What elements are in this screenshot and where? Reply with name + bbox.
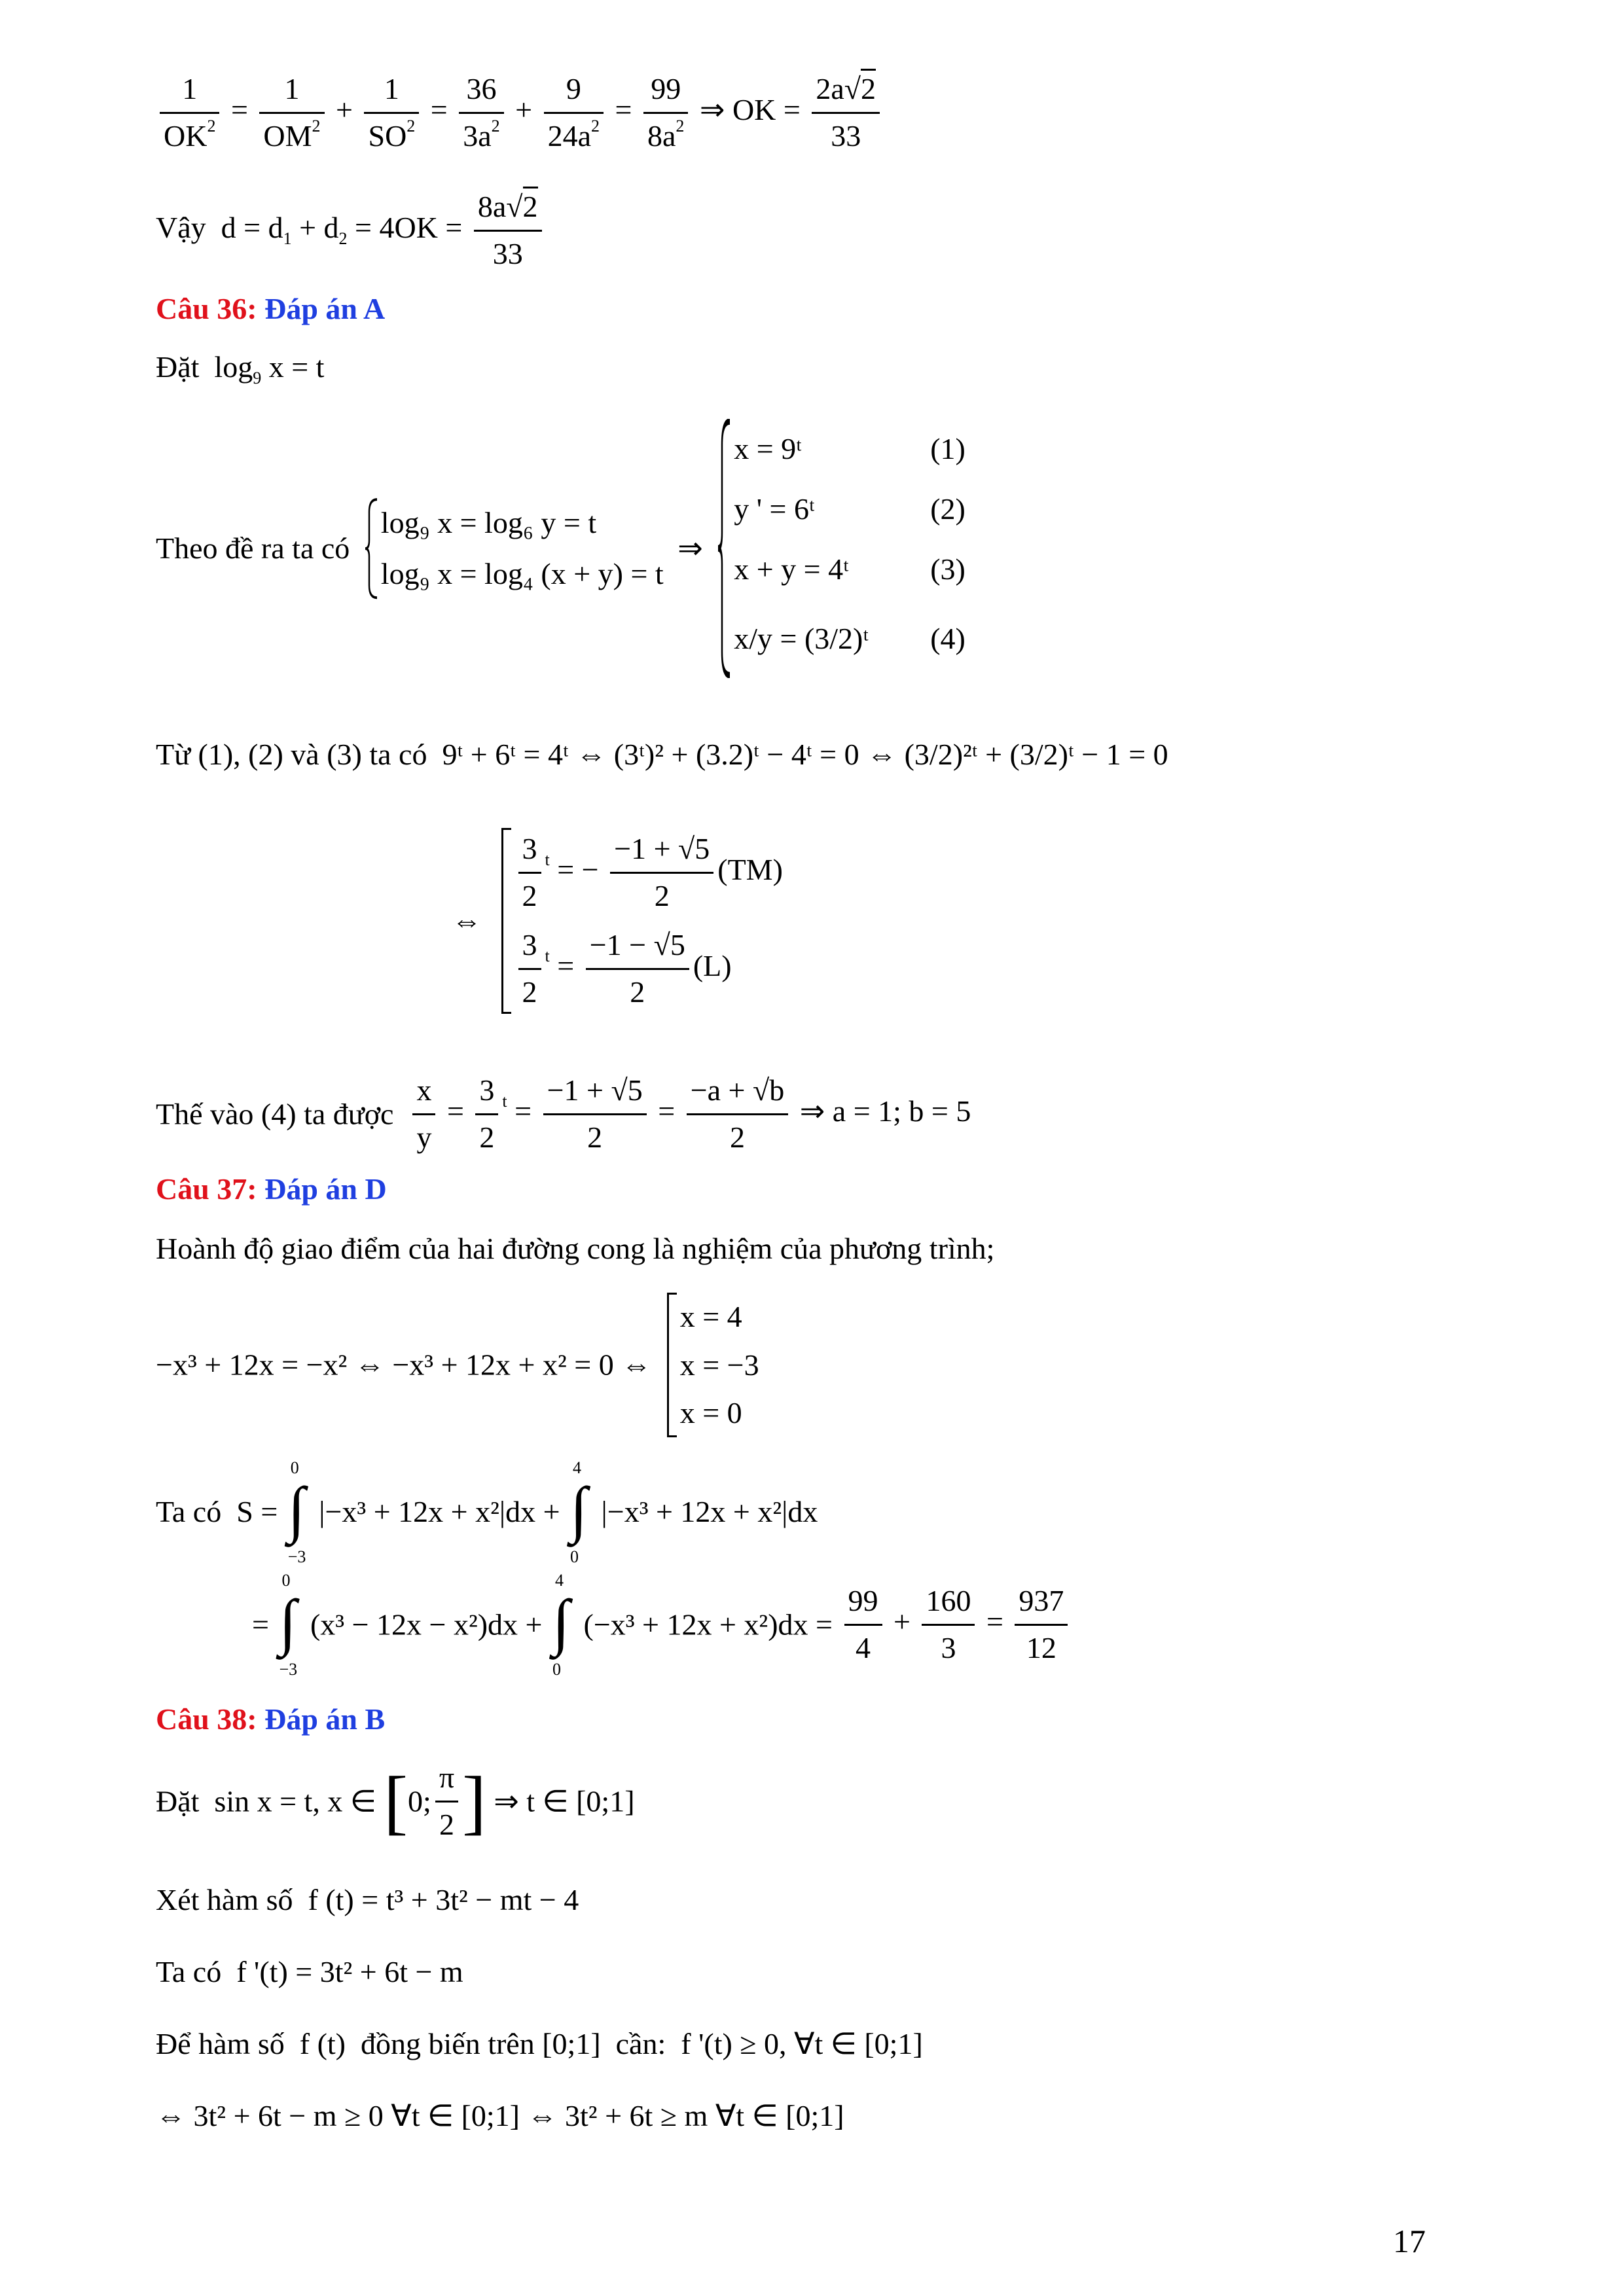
increasing-condition: Để hàm số f (t) đồng biến trên [0;1] cần: f '(t) ≥ 0, ∀t ∈ [0;1] — [156, 2027, 923, 2060]
final-inequality: ⇔ 3t² + 6t − m ≥ 0 ∀t ∈ [0;1] ⇔ 3t² + 6t ≥ m ∀t ∈ [0;1] — [156, 2099, 844, 2132]
derivation-from-1-2-3: Từ (1), (2) và (3) ta có 9ᵗ + 6ᵗ = 4ᵗ ⇔ (3ᵗ)² + (3.2)ᵗ − 4ᵗ = 0 ⇔ (3/2)²ᵗ + (3/2)ᵗ − 1 = 0 — [156, 738, 1168, 771]
integral-sign: 0 ∫ −3 — [287, 1458, 306, 1566]
area-result: = 0 ∫ −3 (x³ − 12x − x²)dx + 4 ∫ 0 (−x³ + 12x + x²)dx = $\frac{99}{4}$ + $\frac{160}{3}$ = $\frac{937}{12}$ — [252, 1584, 1072, 1666]
roots-bracket: x = 4 x = −3 x = 0 — [664, 1293, 759, 1437]
substitution: Thế vào (4) ta được $\frac{x}{y}$ = $\frac{3}{2}$ $^t$ = $\frac{-1 + √5}{2}$ = $\frac{-a + √b}{2}$ ⇒ a = 1; b = 5 — [156, 1073, 971, 1154]
let-log: Đặt $\log_9 x = t$ — [156, 350, 325, 387]
area-integral: Ta có S = 0 ∫ −3 |−x³ + 12x + x²|dx + 4 ∫ 0 |−x³ + 12x + x²|dx — [156, 1458, 818, 1566]
left-system: log₉ x = log₆ y = t log₉ x = log₄ (x + y) = t — [364, 497, 664, 600]
question-38-heading: Câu 38: Đáp án B — [156, 1702, 386, 1736]
integral-sign: 0 ∫ −3 — [279, 1571, 298, 1679]
question-36-heading: Câu 36: Đáp án A — [156, 292, 386, 325]
page-number: 17 — [1393, 2223, 1426, 2259]
conclusion-d: Vậy $d = d_1 + d_2 = 4OK$ = $\frac{8a√2}{33}$ — [156, 190, 546, 272]
intersection-text: Hoành độ giao điểm của hai đường cong là nghiệm của phương trình; — [156, 1232, 995, 1265]
solution-cases: ⇔ $\frac{3}{2}$ $^t$ = − $\frac{-1 + √5}{2}$ (TM) $\frac{3}{2}$ $^t$ = $\frac{-1 - √5}{2}$ (L) — [452, 828, 783, 1014]
equation-37: −x³ + 12x = −x² ⇔ −x³ + 12x + x² = 0 ⇔ x = 4 x = −3 x = 0 — [156, 1293, 759, 1437]
consider-function: Xét hàm số f (t) = t³ + 3t² − mt − 4 — [156, 1883, 579, 1916]
let-sin: Đặt sin x = t, x ∈ [0; $\frac{\pi}{2}$ ] ⇒ t ∈ [0;1] — [156, 1761, 635, 1842]
right-system: x = 9ᵗ (1) y ' = 6ᵗ (2) x + y = 4ᵗ (3) x/y = (3/2)ᵗ (4) — [717, 419, 965, 678]
equation-ok: $\frac{1}{OK^2}$ = $\frac{1}{OM^2}$ + $\frac{1}{SO^2}$ = $\frac{36}{3a^2}$ + $\frac{9}{24a^2}$ = $\frac{99}{8a^2}$ ⇒ OK = $\frac{2a√2}{33}$ — [156, 72, 884, 154]
derivative: Ta có f '(t) = 3t² + 6t − m — [156, 1955, 463, 1988]
question-37-heading: Câu 37: Đáp án D — [156, 1172, 387, 1206]
cases-bracket: $\frac{3}{2}$ $^t$ = − $\frac{-1 + √5}{2}$ (TM) $\frac{3}{2}$ $^t$ = $\frac{-1 - √5}{2}$ (L) — [499, 828, 783, 1014]
integral-sign: 4 ∫ 0 — [552, 1571, 570, 1679]
integral-sign: 4 ∫ 0 — [570, 1458, 588, 1566]
system-derivation: Theo đề ra ta có log₉ x = log₆ y = t log₉ x = log₄ (x + y) = t ⇒ x = 9ᵗ (1) y ' = 6ᵗ (2) x + y = 4ᵗ (3) x/y = (3/2)ᵗ (4) — [156, 419, 965, 678]
